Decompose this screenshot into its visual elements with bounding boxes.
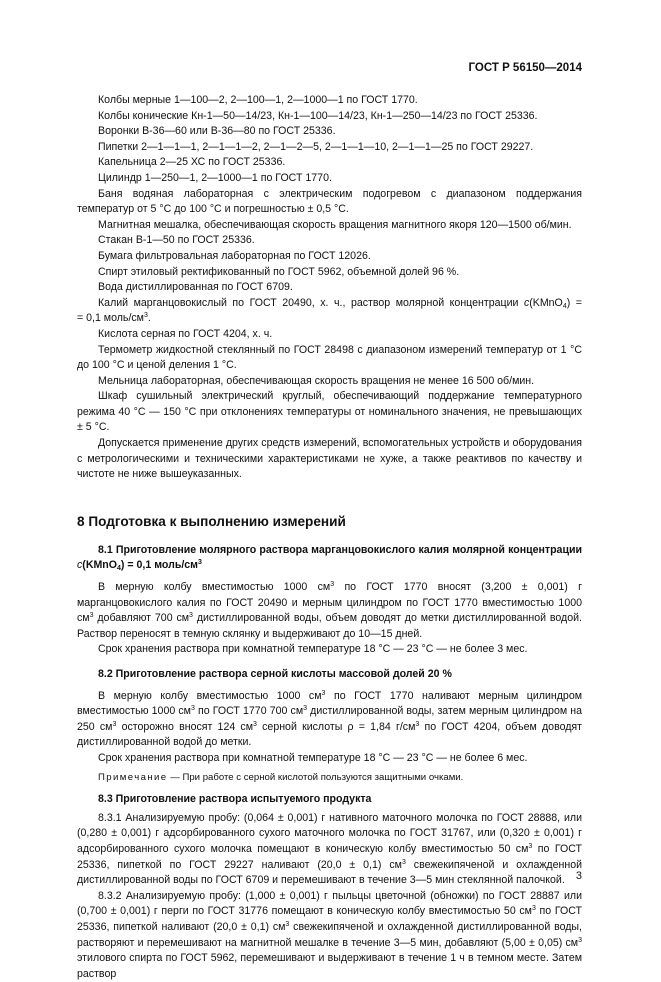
equipment-item: Цилиндр 1—250—1, 2—1000—1 по ГОСТ 1770. xyxy=(98,171,332,184)
equipment-item-kmno4-cont: = 0,1 моль/$см^3$. xyxy=(77,312,151,325)
equipment-item: Мельница лабораторная, обеспечивающая скорость вращения не менее 16 500 об/мин. xyxy=(98,374,535,387)
note: Примечание — При работе с серной кислотой пользуются защитными очками. xyxy=(98,771,464,783)
section-8-title: 8 Подготовка к выполнению измерений xyxy=(77,513,346,529)
equipment-item: Магнитная мешалка, обеспечивающая скорость вращения магнитного якоря 120—1500 об/мин. xyxy=(98,218,572,231)
equipment-item: Колбы мерные 1—100—2, 2—100—1, 2—1000—1 по ГОСТ 1770. xyxy=(98,94,418,106)
paragraph: Срок хранения раствора при комнатной температуре 18 °С — 23 °С — не более 3 мес. xyxy=(98,643,528,656)
equipment-item: Бумага фильтровальная лабораторная по ГОСТ 12026. xyxy=(98,249,371,262)
page-content xyxy=(77,93,582,982)
equipment-item: Спирт этиловый ректификованный по ГОСТ 5962, объемной долей 96 %. xyxy=(98,265,460,278)
paragraph: Срок хранения раствора при комнатной температуре 18 °С — 23 °С — не более 6 мес. xyxy=(98,751,528,764)
section-8-3-title: 8.3 Приготовление раствора испытуемого продукта xyxy=(98,793,372,806)
paragraph: В мерную колбу вместимостью 1000 $см^3$ по ГОСТ 1770 наливают мерным цилиндром вместимостью 1000 $см^3$ по ГОСТ 1770 700 $см^3$ дистиллированной воды, затем мерным цилиндром на 250 $см^3$ осторожно вносят 124 $см^3$ серной кислоты ρ = 1,84 $г/см^3$ по ГОСТ 4204, объем доводят дистиллированной водой до метки. xyxy=(77,689,583,749)
equipment-item: Кислота серная по ГОСТ 4204, х. ч. xyxy=(98,327,273,340)
section-8-1-title: 8.1 Приготовление молярного раствора марганцовокислого калия молярной концентрации xyxy=(98,543,582,556)
equipment-item: Колбы конические Кн-1—50—14/23, Кн-1—100—14/23, Кн-1—250—14/23 по ГОСТ 25336. xyxy=(98,109,538,122)
equipment-item: Пипетки 2—1—1—1, 2—1—1—2, 2—1—2—5, 2—1—1—10, 2—1—1—25 по ГОСТ 29227. xyxy=(98,140,534,153)
equipment-item: Стакан В-1—50 по ГОСТ 25336. xyxy=(98,234,255,247)
paragraph: 8.3.1 Анализируемую пробу: (0,064 ± 0,001) г нативного маточного молочка по ГОСТ 28888, или (0,280 ± 0,001) г адсорбированного сухого маточного молочка по ГОСТ 31767, или (0,320 ± 0,001) г адсорбированного сухого молочка помещают в коническую колбу вместимостью 50 $см^3$ по ГОСТ 25336, пипеткой по ГОСТ 29227 наливают (20,0 ± 0,1) $см^3$ свежекипяченой и охлажденной дистиллированной воды по ГОСТ 6709 и перемешивают в течение 3—5 мин стеклянной палочкой. xyxy=(77,811,583,887)
section-8-1-title-cont: с(KMnO$_4$) = 0,1 моль/$см^3$ xyxy=(77,559,202,573)
section-8-2-title: 8.2 Приготовление раствора серной кислоты массовой долей 20 % xyxy=(98,668,452,680)
equipment-item: Шкаф сушильный электрический круглый, обеспечивающий поддержание температурного режима 40 °С — 150 °С при отклонениях температуры от номинального значения, не превышающих ± 5 °С. xyxy=(77,390,582,434)
equipment-item: Термометр жидкостной стеклянный по ГОСТ 28498 с диапазоном измерений температур от 1 °С до 100 °С и ценой деления 1 °С. xyxy=(77,343,582,372)
equipment-item: Капельница 2—25 ХС по ГОСТ 25336. xyxy=(98,156,286,169)
equipment-item: Вода дистиллированная по ГОСТ 6709. xyxy=(98,281,293,294)
equipment-item: Воронки В-36—60 или В-36—80 по ГОСТ 25336. xyxy=(98,125,336,138)
equipment-note: Допускается применение других средств измерений, вспомогательных устройств и оборудования с метрологическими и техническими характеристиками не хуже, а также реактивов по качеству и чистоте не ниже вышеуказанных. xyxy=(77,437,582,481)
paragraph: 8.3.2 Анализируемую пробу: (1,000 ± 0,001) г пыльцы цветочной (обножки) по ГОСТ 28887 или (0,700 ± 0,001) г перги по ГОСТ 31776 помещают в коническую колбу вместимостью 50 $см^3$ по ГОСТ 25336, пипеткой наливают (20,0 ± 0,1) $см^3$ свежекипяченой и охлажденной дистиллированной воды, растворяют и перемешивают на магнитной мешалке в течение 3—5 мин, добавляют (5,00 ± 0,05) $см^3$ этилового спирта по ГОСТ 5962, перемешивают и выдерживают в течение 1 ч в темном месте. Затем раствор xyxy=(77,889,582,980)
page-number: 3 xyxy=(575,870,582,882)
paragraph: В мерную колбу вместимостью 1000 $см^3$ по ГОСТ 1770 вносят (3,200 ± 0,001) г марганцовокислого калия по ГОСТ 20490 и мерным цилиндром по ГОСТ 1770 вместимостью 1000 $см^3$ добавляют 700 $см^3$ дистиллированной воды, объем доводят до метки дистиллированной водой. Раствор переносят в темную склянку и выдерживают до 10—15 дней. xyxy=(77,581,582,640)
equipment-item: Баня водяная лабораторная с электрическим подогревом с диапазоном поддержания температур от 5 °С до 100 °С и погрешностью ± 0,5 °С. xyxy=(77,187,582,216)
equipment-item-kmno4: Калий марганцовокислый по ГОСТ 20490, х. ч., раствор молярной концентрации с(KMnO$_4$) = xyxy=(98,296,582,310)
document-header: ГОСТ Р 56150—2014 xyxy=(468,62,582,74)
